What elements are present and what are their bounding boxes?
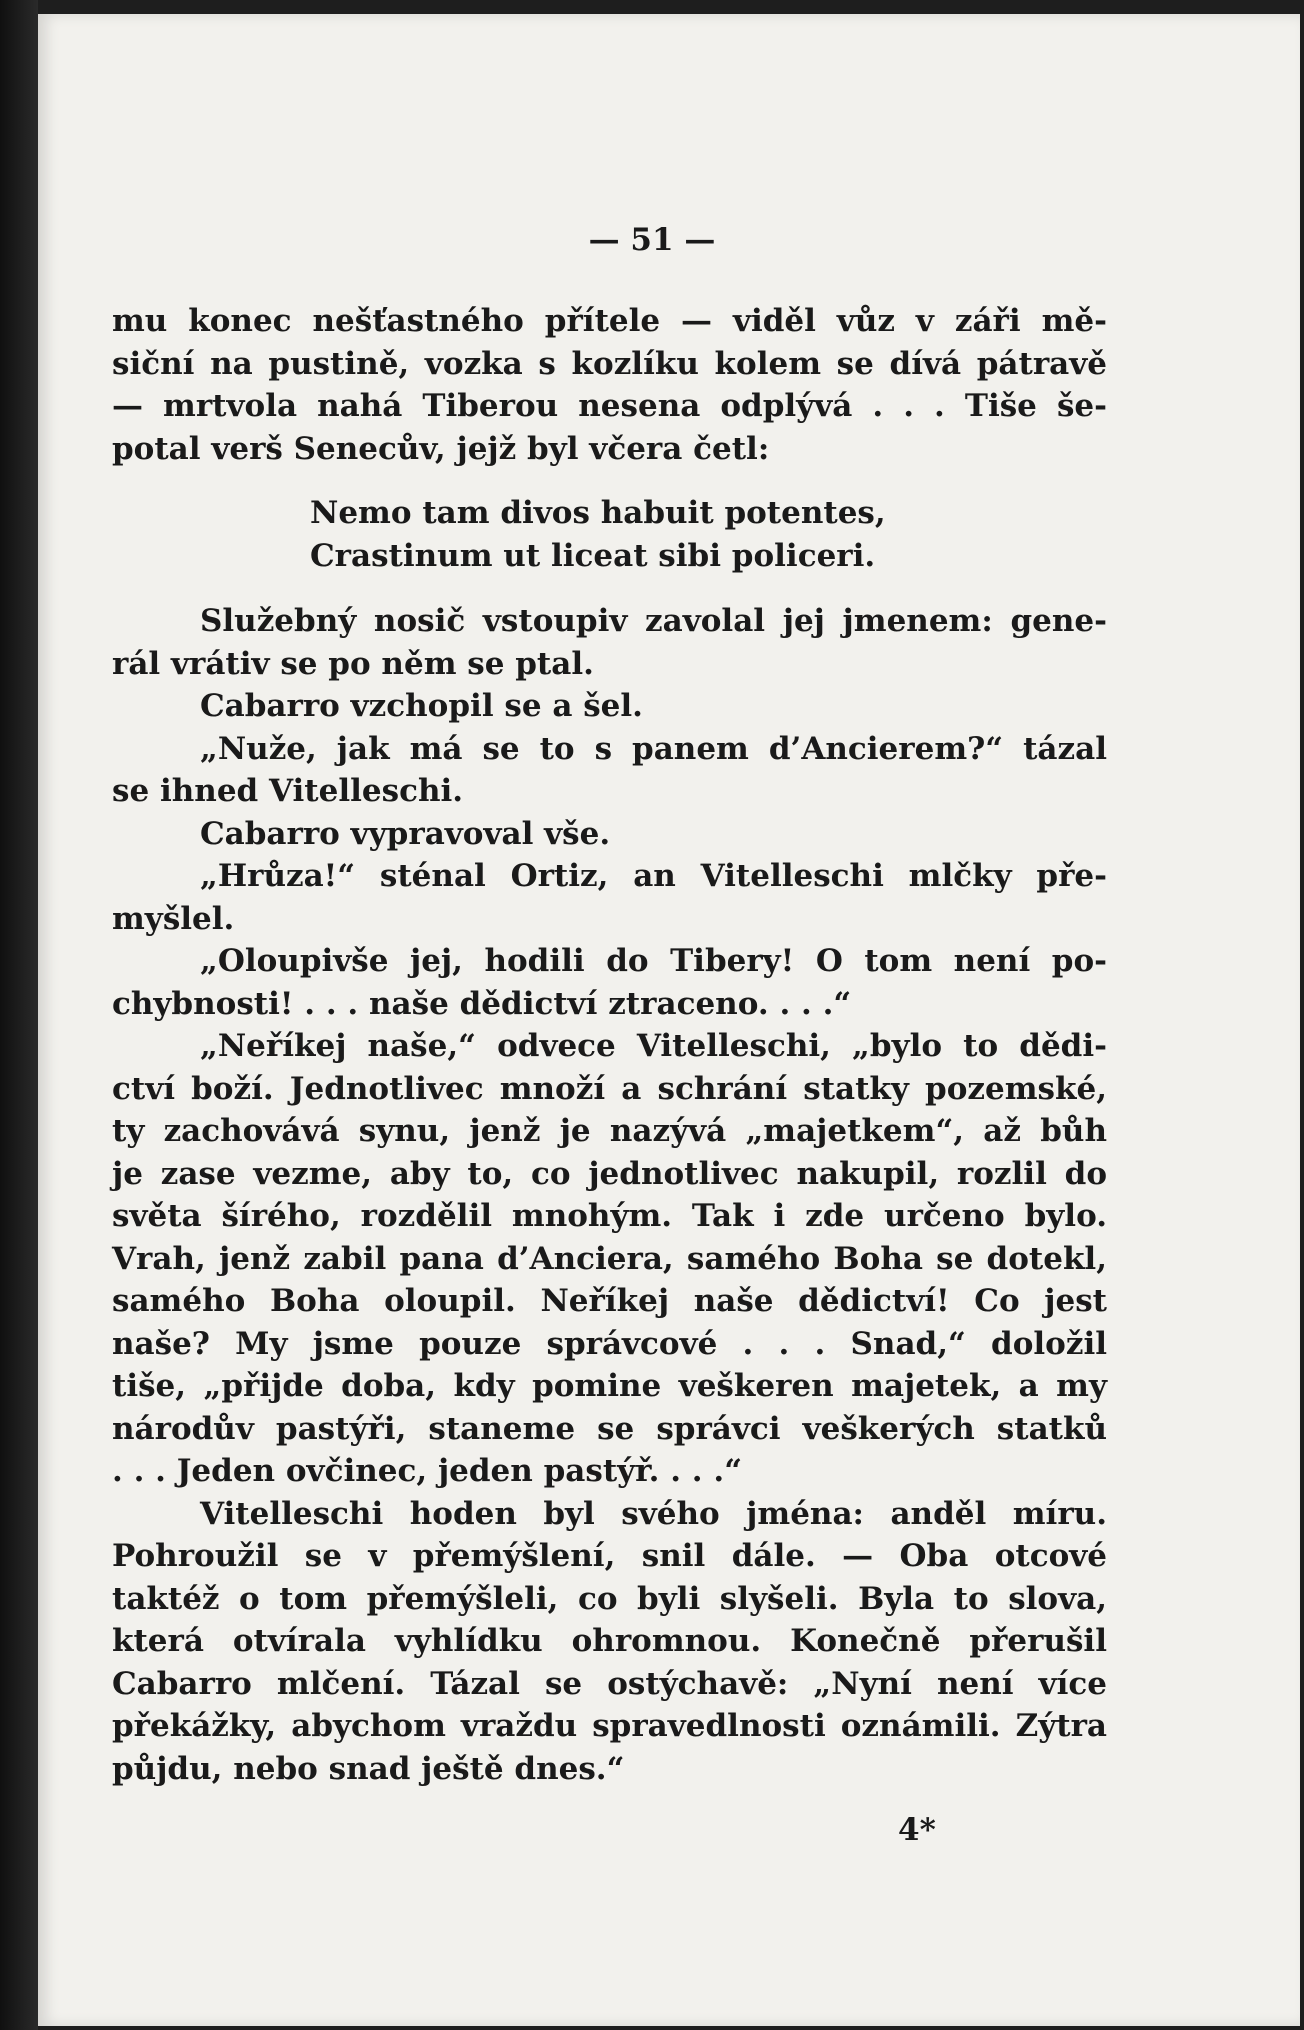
text-line: „Oloupivše jej, hodili do Tibery! O tom není po- (200, 943, 1107, 979)
text-line: ctví boží. Jednotlivec množí a schrání statky pozemské, (112, 1070, 1107, 1107)
text-line: — mrtvola nahá Tiberou nesena odplývá . . . Tiše še- (112, 388, 1107, 424)
verse-line: Crastinum ut liceat sibi policeri. (310, 538, 876, 574)
text-line: samého Boha oloupil. Neříkej naše dědictví! Co jest (112, 1283, 1107, 1319)
text-line: siční na pustině, vozka s kozlíku kolem se dívá pátravě (112, 345, 1107, 382)
text-line: potal verš Senecův, jejž byl včera četl: (112, 430, 770, 467)
page-number: — 51 — (588, 222, 716, 258)
text-line: Pohroužil se v přemýšlení, snil dále. — Oba otcové (112, 1538, 1107, 1574)
text-line: je zase vezme, aby to, co jednotlivec nakupil, rozlil do (112, 1155, 1107, 1192)
text-line: . . . Jeden ovčinec, jeden pastýř. . . .“ (112, 1453, 743, 1489)
text-line: překážky, abychom vraždu spravedlnosti oznámili. Zýtra (112, 1708, 1107, 1744)
text-line: rál vrátiv se po něm se ptal. (112, 645, 594, 682)
printer-signature: 4* (898, 1812, 936, 1848)
text-line: taktéž o tom přemýšleli, co byli slyšeli. Byla to slova, (112, 1580, 1107, 1617)
text-line: „Neříkej naše,“ odvece Vitelleschi, „bylo to dědi- (200, 1028, 1107, 1064)
text-line: světa šírého, rozdělil mnohým. Tak i zde určeno bylo. (112, 1198, 1107, 1234)
text-line: národův pastýři, staneme se správci veškerých statků (112, 1410, 1107, 1447)
text-line: „Nuže, jak má se to s panem d’Ancierem?“ tázal (200, 730, 1107, 767)
text-line: mu konec nešťastného přítele — viděl vůz v záři mě- (112, 303, 1107, 339)
text-line: ty zachovává synu, jenž je nazývá „majetkem“, až bůh (112, 1113, 1107, 1149)
page-binding-shadow (0, 0, 38, 2030)
text-line: naše? My jsme pouze správcové . . . Snad,“ doložil (112, 1325, 1107, 1362)
text-line: „Hrůza!“ sténal Ortiz, an Vitelleschi mlčky pře- (200, 858, 1107, 894)
text-line: myšlel. (112, 900, 235, 937)
text-line: se ihned Vitelleschi. (112, 773, 464, 809)
text-line: Služebný nosič vstoupiv zavolal jej jmenem: gene- (200, 603, 1107, 639)
text-line: Cabarro vzchopil se a šel. (200, 688, 643, 724)
text-line: Vitelleschi hoden byl svého jména: anděl míru. (200, 1495, 1107, 1532)
text-line: Cabarro mlčení. Tázal se ostýchavě: „Nyní není více (112, 1665, 1107, 1702)
verse-line: Nemo tam divos habuit potentes, (310, 495, 886, 531)
text-line: Vrah, jenž zabil pana d’Anciera, samého Boha se dotekl, (112, 1240, 1107, 1277)
text-line: tiše, „přijde doba, kdy pomine veškeren majetek, a my (112, 1368, 1107, 1404)
text-line: půjdu, nebo snad ještě dnes.“ (112, 1750, 625, 1787)
text-line: která otvírala vyhlídku ohromnou. Konečně přerušil (112, 1623, 1107, 1659)
text-line: Cabarro vypravoval vše. (200, 815, 611, 852)
text-line: chybnosti! . . . naše dědictví ztraceno. . . .“ (112, 985, 852, 1022)
body-text (112, 300, 1107, 1790)
